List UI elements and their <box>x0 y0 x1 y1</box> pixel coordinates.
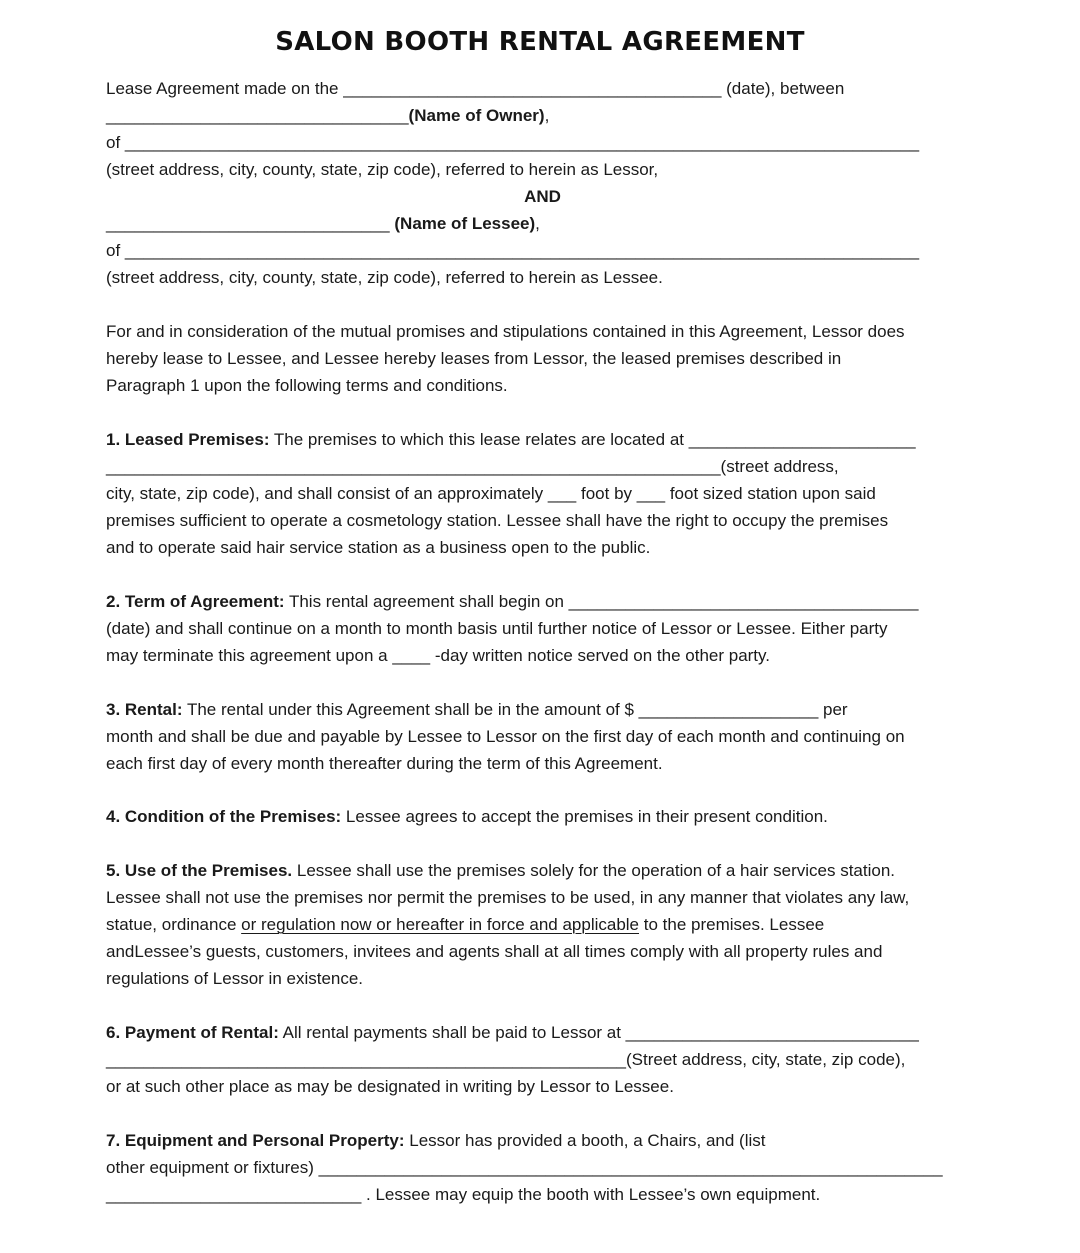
lessee-name-line <box>106 213 540 235</box>
owner-name-blank[interactable]: ________________________________ <box>106 106 409 125</box>
section-4-line <box>106 806 828 828</box>
section-6-line: _______________________________________________________(Street address, city, state, zip code), <box>106 1050 906 1069</box>
section-5-text: to the premises. Lessee <box>639 915 825 934</box>
section-7-text: Lessor has provided a booth, a Chairs, and (list <box>404 1131 766 1150</box>
lease-date-text: Lease Agreement made on the <box>106 79 339 98</box>
lease-date-tail: (date), between <box>721 79 845 98</box>
owner-name-label: (Name of Owner) <box>408 106 545 125</box>
section-2-line: (date) and shall continue on a month to month basis until further notice of Lessor or Lessee. Either party <box>106 619 888 638</box>
owner-name-line <box>106 105 549 127</box>
section-6-heading: 6. Payment of Rental: <box>106 1023 279 1042</box>
section-6-line <box>106 1022 919 1044</box>
lease-date-blank[interactable]: ________________________________________ <box>343 79 722 98</box>
section-1-heading: 1. Leased Premises: <box>106 430 270 449</box>
consideration-line: hereby lease to Lessee, and Lessee hereby leases from Lessor, the leased premises described in <box>106 349 842 368</box>
section-2-text: This rental agreement shall begin on _____________________________________ <box>284 592 919 611</box>
section-4-text: Lessee agrees to accept the premises in their present condition. <box>341 807 828 826</box>
section-1-line <box>106 429 916 451</box>
section-7-line: other equipment or fixtures) __________________________________________________________________ <box>106 1158 943 1177</box>
owner-address-blank[interactable]: of ____________________________________________________________________________________ <box>106 133 920 152</box>
section-2-heading: 2. Term of Agreement: <box>106 592 285 611</box>
section-5-underlined-text: or regulation now or hereafter in force and applicable <box>241 915 640 934</box>
section-3-line <box>106 699 848 721</box>
section-5-line <box>106 914 824 936</box>
section-6-text: All rental payments shall be paid to Lessor at _______________________________ <box>278 1023 919 1042</box>
lessee-name-label: (Name of Lessee) <box>394 214 536 233</box>
section-7-heading: 7. Equipment and Personal Property: <box>106 1131 405 1150</box>
section-7-line: ___________________________ . Lessee may equip the booth with Lessee’s own equipment. <box>106 1185 821 1204</box>
lessee-name-blank[interactable]: ______________________________ <box>106 214 390 233</box>
section-5-line: regulations of Lessor in existence. <box>106 969 364 988</box>
lessee-address-blank[interactable]: of ____________________________________________________________________________________ <box>106 241 920 260</box>
and-separator: AND <box>524 187 561 206</box>
lessee-name-tail: , <box>535 214 540 233</box>
owner-name-tail: , <box>544 106 550 125</box>
section-5-line <box>106 860 895 882</box>
section-5-line: Lessee shall not use the premises nor permit the premises to be used, in any manner that violates any law, <box>106 888 910 907</box>
section-1-line: premises sufficient to operate a cosmetology station. Lessee shall have the right to occupy the premises <box>106 511 889 530</box>
section-6-line: or at such other place as may be designated in writing by Lessor to Lessee. <box>106 1077 674 1096</box>
consideration-line: Paragraph 1 upon the following terms and conditions. <box>106 376 508 395</box>
section-4-heading: 4. Condition of the Premises: <box>106 807 342 826</box>
document-title: SALON BOOTH RENTAL AGREEMENT <box>275 27 805 57</box>
section-1-line: and to operate said hair service station as a business open to the public. <box>106 538 651 557</box>
section-5-text: Lessee shall use the premises solely for the operation of a hair services station. <box>292 861 896 880</box>
section-7-line <box>106 1130 766 1152</box>
section-2-line: may terminate this agreement upon a ____ -day written notice served on the other party. <box>106 646 770 665</box>
section-5-line: andLessee’s guests, customers, invitees and agents shall at all times comply with all property rules and <box>106 942 883 961</box>
section-3-heading: 3. Rental: <box>106 700 183 719</box>
section-1-line: city, state, zip code), and shall consist of an approximately ___ foot by ___ foot sized station upon said <box>106 484 876 503</box>
owner-address-note: (street address, city, county, state, zip code), referred to herein as Lessor, <box>106 160 659 179</box>
lessee-address-note: (street address, city, county, state, zip code), referred to herein as Lessee. <box>106 268 663 287</box>
section-2-line <box>106 591 919 613</box>
section-5-heading: 5. Use of the Premises. <box>106 861 293 880</box>
section-1-text: The premises to which this lease relates are located at ________________________ <box>269 430 916 449</box>
section-1-line: _________________________________________________________________(street address, <box>106 457 839 476</box>
consideration-line: For and in consideration of the mutual promises and stipulations contained in this Agreement, Lessor does <box>106 322 905 341</box>
section-3-text: The rental under this Agreement shall be in the amount of $ ___________________ per <box>182 700 848 719</box>
lease-date-line <box>106 78 844 100</box>
section-5-text: statue, ordinance <box>106 915 242 934</box>
section-3-line: each first day of every month thereafter during the term of this Agreement. <box>106 754 663 773</box>
section-3-line: month and shall be due and payable by Lessee to Lessor on the first day of each month and continuing on <box>106 727 905 746</box>
